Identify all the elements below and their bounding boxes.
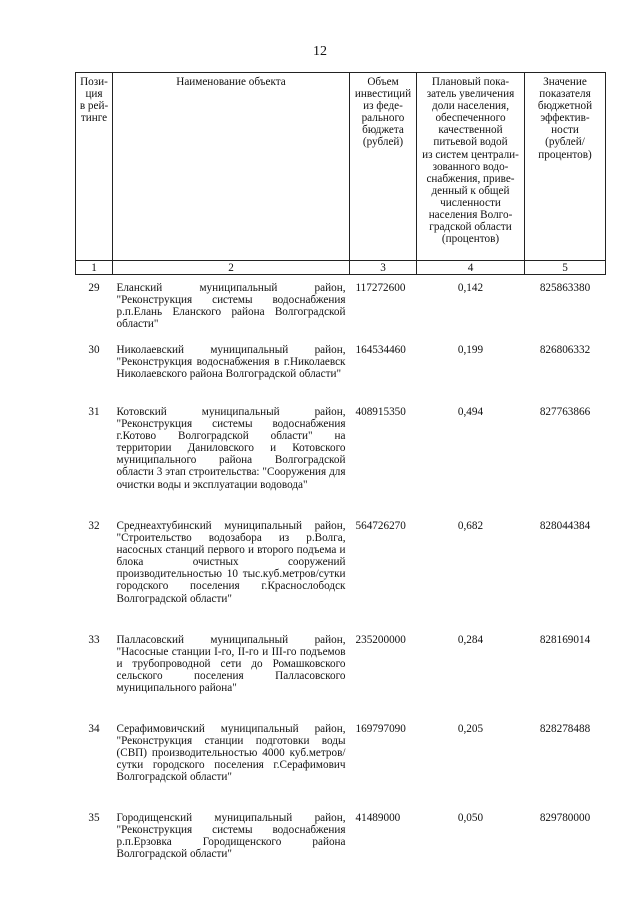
table-row bbox=[76, 275, 606, 338]
percent-cell: 0,682 bbox=[457, 520, 484, 532]
column-number: 5 bbox=[525, 261, 606, 275]
efficiency-cell: 827763866 bbox=[539, 406, 591, 418]
header-row bbox=[76, 73, 606, 261]
object-name-cell: Николаевский муниципальный район, "Реконструкция водоснабжения в г.Николаевск Николаевского района Волгоградской области" bbox=[116, 344, 346, 381]
percent-cell: 0,284 bbox=[457, 634, 484, 646]
investment-cell: 41489000 bbox=[355, 812, 401, 824]
header-investment: Объем инвестиций из феде- рального бюджета (рублей) bbox=[350, 73, 417, 261]
column-number: 2 bbox=[113, 261, 350, 275]
efficiency-cell: 828044384 bbox=[539, 520, 591, 532]
percent-cell: 0,494 bbox=[457, 406, 484, 418]
efficiency-cell: 828278488 bbox=[539, 723, 591, 735]
rank-cell: 34 bbox=[88, 723, 100, 735]
rank-cell: 31 bbox=[88, 406, 100, 418]
percent-cell: 0,199 bbox=[457, 344, 484, 356]
investment-cell: 117272600 bbox=[355, 282, 406, 294]
investment-table bbox=[75, 72, 606, 872]
table-row bbox=[76, 513, 606, 627]
object-name-cell: Еланский муниципальный район, "Реконструкция системы водоснабжения р.п.Елань Еланского района Волгоградской области" bbox=[116, 282, 346, 331]
object-name-cell: Среднеахтубинский муниципальный район, "Строительство водозабора из р.Волга, насосных станций первого и второго подъема и блока очистных сооружений производительностью 10 тыс.куб.метров/сутки городского поселения г.Краснослободск Волгоградской области" bbox=[116, 520, 346, 605]
percent-cell: 0,142 bbox=[457, 282, 484, 294]
rank-cell: 35 bbox=[88, 812, 100, 824]
investment-cell: 169797090 bbox=[355, 723, 406, 735]
column-number: 4 bbox=[417, 261, 525, 275]
page-number: 12 bbox=[313, 44, 327, 59]
efficiency-cell: 829780000 bbox=[539, 812, 591, 824]
investment-cell: 235200000 bbox=[355, 634, 406, 646]
efficiency-cell: 826806332 bbox=[539, 344, 591, 356]
header-efficiency: Значение показателя бюджетной эффектив- ности (рублей/ процентов) bbox=[525, 73, 606, 261]
header-planned-indicator: Плановый пока- затель увеличения доли населения, обеспеченного качественной питьевой водой из систем централи- зованного водо- снабжения, приве- денный к общей численности населения Волго- градской области (процентов) bbox=[417, 73, 525, 261]
table-row bbox=[76, 716, 606, 805]
header-object-name: Наименование объекта bbox=[113, 73, 350, 261]
column-number: 3 bbox=[350, 261, 417, 275]
investment-cell: 164534460 bbox=[355, 344, 406, 356]
rank-cell: 33 bbox=[88, 634, 100, 646]
object-name-cell: Серафимовичский муниципальный район, "Реконструкция станции подготовки воды (СВП) производительностью 4000 куб.метров/сутки городского поселения г.Серафимович Волгоградской области" bbox=[116, 723, 346, 784]
column-number-row bbox=[76, 261, 606, 275]
rank-cell: 30 bbox=[88, 344, 100, 356]
table-row bbox=[76, 337, 606, 399]
table-row bbox=[76, 627, 606, 716]
object-name-cell: Котовский муниципальный район, "Реконструкция системы водоснабжения г.Котово Волгоградской области" на территории Даниловского и Котовского муниципального района Волгоградской области 3 этап строительства: "Сооружения для очистки воды и эксплуатации водовода" bbox=[116, 406, 346, 491]
object-name-cell: Палласовский муниципальный район, "Насосные станции I-го, II-го и III-го подъемов и трубопроводной сети до Ромашковского сельского поселения Палласовского муниципального района" bbox=[116, 634, 346, 695]
efficiency-cell: 825863380 bbox=[539, 282, 591, 294]
efficiency-cell: 828169014 bbox=[539, 634, 591, 646]
investment-cell: 564726270 bbox=[355, 520, 406, 532]
column-number: 1 bbox=[76, 261, 113, 275]
percent-cell: 0,050 bbox=[457, 812, 484, 824]
table-row bbox=[76, 805, 606, 872]
object-name-cell: Городищенский муниципальный район, "Реконструкция системы водоснабжения р.п.Ерзовка Городищенского района Волгоградской области" bbox=[116, 812, 346, 861]
rank-cell: 32 bbox=[88, 520, 100, 532]
percent-cell: 0,205 bbox=[457, 723, 484, 735]
table-row bbox=[76, 399, 606, 513]
header-position: Пози- ция в рей- тинге bbox=[76, 73, 113, 261]
investment-cell: 408915350 bbox=[355, 406, 406, 418]
rank-cell: 29 bbox=[88, 282, 100, 294]
